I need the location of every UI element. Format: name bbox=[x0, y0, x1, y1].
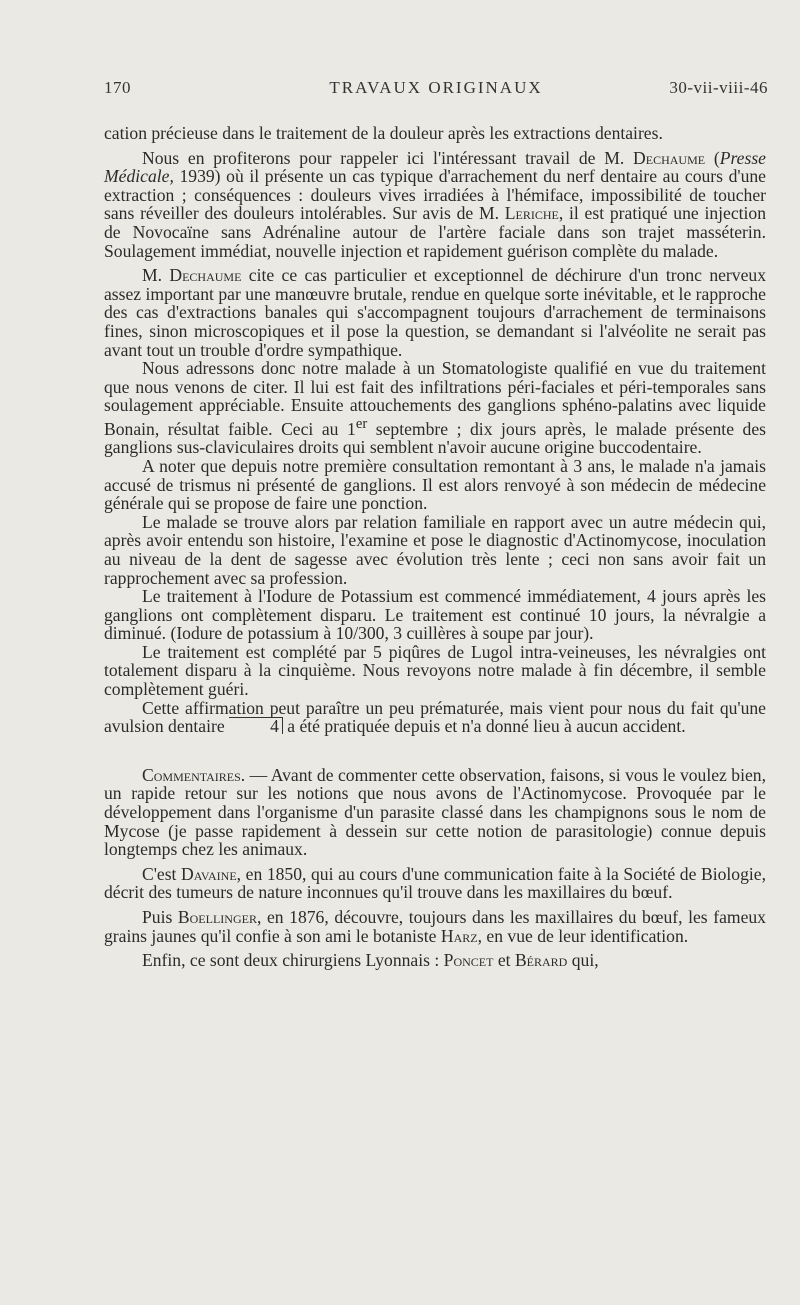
text-run: Nous en profiterons pour rappeler ici l'intéressant travail de M. bbox=[142, 147, 634, 168]
running-title: TRAVAUX ORIGINAUX bbox=[329, 78, 543, 97]
text-run: qui, bbox=[567, 950, 599, 971]
section-gap bbox=[104, 736, 766, 766]
paragraph: Le traitement à l'Iodure de Potassium est commencé immédiatement, 4 jours après les ganglions ont complètement disparu. Le traitement est continué 10 jours, la névralgie a diminué. (Iodure de potassium à 10/300, 3 cuillères à soupe par jour). bbox=[104, 586, 766, 644]
text-run: , il est pratiqué une injection de Novocaïne sans Adrénaline autour de l'artère faciale dans son trajet masséterin. Soulagement immédiat, nouvelle injection et rapidement guérison complète du malade. bbox=[104, 203, 767, 261]
author-name: Boellinger bbox=[177, 907, 257, 928]
text-run: Nous adressons donc notre malade à un Stomatologiste qualifié en vue du traitement que nous venons de citer. Il lui est fait des infiltrations péri-faciales et péri-temporales sans soulagement appréciable. Ensuite attouchements des ganglions sphéno-palatins avec liquide Bonain, résultat faible. Ceci au 1 bbox=[104, 358, 766, 439]
author-name: Harz bbox=[440, 925, 478, 946]
paragraph bbox=[104, 699, 766, 736]
author-name: Davaine bbox=[181, 863, 237, 884]
paragraph bbox=[104, 359, 766, 457]
paragraph: cation précieuse dans le traitement de la douleur après les extractions dentaires. bbox=[104, 123, 663, 143]
paragraph bbox=[104, 951, 766, 970]
paragraph bbox=[104, 766, 766, 859]
article-body bbox=[104, 124, 766, 970]
text-run: C'est bbox=[142, 863, 182, 884]
text-run: septembre ; dix jours après, le malade présente des ganglions sus-claviculaires droits qui semblent n'avoir aucune origine buccodentaire. bbox=[104, 418, 767, 458]
journal-title: Presse Médicale, bbox=[104, 147, 766, 187]
author-name: Bérard bbox=[514, 950, 568, 971]
text-run: 1939) où il présente un cas typique d'arrachement du nerf dentaire au cours d'une extraction ; conséquences : douleurs vives irradiées à l'hémiface, impossibilité de toucher sans réveiller des douleurs intolérables. Sur avis de M. bbox=[104, 166, 766, 224]
paragraph: Le traitement est complété par 5 piqûres de Lugol intra-veineuses, les névralgies ont totalement disparu à la cinquième. Nous revoyons notre malade à fin décembre, il semble complètement guéri. bbox=[104, 641, 766, 700]
paragraph: A noter que depuis notre première consultation remontant à 3 ans, le malade n'a jamais accusé de trismus ni présenté de ganglions. Il est alors renvoyé à son médecin de médecine générale qui se propose de faire une ponction. bbox=[104, 455, 766, 514]
paragraph bbox=[104, 908, 766, 945]
author-name: Poncet bbox=[443, 950, 494, 971]
text-run: , en vue de leur identification. bbox=[477, 925, 689, 946]
text-run: ( bbox=[705, 147, 720, 168]
issue-date: 30-vii-viii-46 bbox=[669, 78, 768, 97]
text-run: et bbox=[493, 950, 515, 971]
paragraph bbox=[104, 149, 766, 261]
text-run: a été pratiquée depuis et n'a donné lieu à aucun accident. bbox=[282, 716, 686, 737]
section-heading: Commentaires. bbox=[142, 764, 246, 785]
paragraph bbox=[104, 865, 766, 902]
text-run: Puis bbox=[142, 907, 178, 928]
text-run: , en 1850, qui au cours d'une communication faite à la Société de Biologie, décrit des tumeurs de nature inconnues qu'il trouve dans les maxillaires du bœuf. bbox=[104, 863, 766, 903]
tooth-notation: 4 bbox=[229, 717, 283, 734]
author-name: Dechaume bbox=[169, 265, 242, 286]
text-run: M. bbox=[142, 265, 170, 286]
author-name: Leriche bbox=[504, 203, 559, 224]
text-run: — Avant de commenter cette observation, faisons, si vous le voulez bien, un rapide retour sur les notions que nous avons de l'Actinomycose. Provoquée par le développement dans l'organisme d'un parasite classé dans les champignons sous le nom de Mycose (je passe rapidement à dessein sur cette notion de parasitologie) connue depuis longtemps chez les animaux. bbox=[104, 764, 766, 860]
paragraph: Le malade se trouve alors par relation familiale en rapport avec un autre médecin qui, après avoir entendu son histoire, l'examine et pose le diagnostic d'Actinomycose, inoculation au niveau de la dent de sagesse avec évolution très lente ; ceci non sans avoir fait un rapprochement avec sa profession. bbox=[104, 511, 766, 588]
running-header bbox=[104, 78, 768, 102]
superscript: er bbox=[355, 415, 368, 432]
paragraph bbox=[104, 266, 766, 359]
text-run: , en 1876, découvre, toujours dans les maxillaires du bœuf, les fameux grains jaunes qu'il confie à son ami le botaniste bbox=[104, 907, 766, 946]
text-run: cite ce cas particulier et exceptionnel de déchirure d'un tronc nerveux assez important par une manœuvre brutale, rendue en quelque sorte inévitable, et le rapproche des cas d'extractions banales qui s'accompagnent toujours d'arrachement de terminaisons fines, sinon microscopiques et il pose la question, se demandant si l'alvéolite ne serait pas avant tout un trouble d'ordre sympathique. bbox=[104, 265, 766, 360]
page-number: 170 bbox=[104, 78, 131, 97]
text-run: Enfin, ce sont deux chirurgiens Lyonnais : bbox=[142, 950, 444, 971]
author-name: Dechaume bbox=[633, 147, 706, 168]
text-run: Cette affirmation peut paraître un peu prématurée, mais vient pour nous du fait qu'une avulsion dentaire bbox=[104, 697, 766, 737]
